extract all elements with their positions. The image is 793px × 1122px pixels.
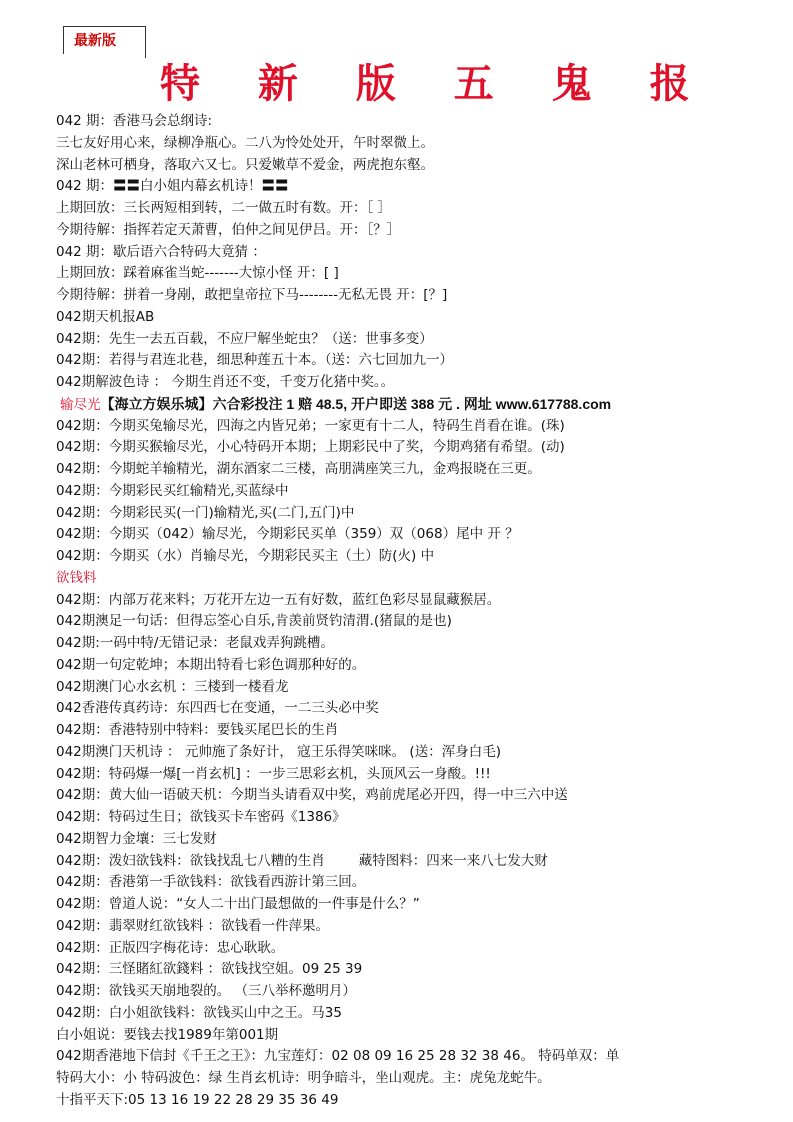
text-line	[56, 372, 786, 394]
text-line	[56, 416, 786, 438]
text-line	[56, 764, 786, 786]
text-line	[56, 698, 786, 720]
line-text: 042期：特码过生日；欲钱买卡车密码《1386》	[56, 809, 346, 825]
ad-text: 【海立方娱乐城】六合彩投注 1 赔 48.5, 开户即送 388 元 . 网址 www.617788.com	[100, 395, 612, 412]
line-text: 042期：内部万花来料；万花开左边一五有好数，蓝红色彩尽显鼠藏猴居。	[56, 591, 501, 608]
line-text: 042期：今期彩民买红输精光,买蓝绿中	[56, 482, 289, 499]
text-line	[56, 111, 786, 133]
line-text: 042期：今期买猴输尽光，小心特码开本期；上期彩民中了奖，今期鸡猪有希望。(动)	[56, 439, 565, 456]
text-line	[56, 807, 786, 829]
line-text: 042 期：香港马会总纲诗:	[56, 113, 213, 129]
text-line	[56, 350, 786, 372]
text-line	[56, 176, 786, 198]
ad-line	[56, 394, 786, 416]
line-text: 042期：正版四字梅花诗：忠心耿耿。	[56, 939, 285, 956]
line-text: 特码大小：小 特码波色：绿 生肖玄机诗：明争暗斗，坐山观虎。主：虎兔龙蛇牛。	[56, 1070, 551, 1086]
section-heading	[56, 568, 786, 590]
text-line	[56, 133, 786, 155]
text-line	[56, 459, 786, 481]
text-line	[56, 872, 786, 894]
text-line	[56, 590, 786, 612]
text-line	[56, 329, 786, 351]
line-text: 042期：先生一去五百载，不应尸解坐蛇虫？（送：世事多变）	[56, 330, 433, 347]
line-text: 042期一句定乾坤；本期出特看七彩色调那种好的。	[56, 656, 366, 673]
line-text: 十指平天下:05 13 16 19 22 28 29 35 36 49	[56, 1091, 339, 1108]
line-text: 042期：今期买（042）输尽光，今期彩民买单（359）双（068）尾中 开 ？	[56, 526, 519, 543]
text-line	[56, 503, 786, 525]
text-line	[56, 263, 786, 285]
text-line	[56, 1068, 786, 1090]
text-line	[56, 938, 786, 960]
line-text: 042期澳门心水玄机 ：三楼到一楼看龙	[56, 678, 289, 695]
line-text: 042期：特码爆一爆[一肖玄机] ：一步三思彩玄机，头顶风云一身酸。!!!	[56, 765, 491, 782]
text-line	[56, 1046, 786, 1068]
line-text: 042期:一码中特/无错记录：老鼠戏弄狗跳槽。	[56, 635, 334, 651]
text-line	[56, 829, 786, 851]
page-title: 特 新 版 五 鬼 报	[160, 60, 712, 107]
line-text: 042期智力金壤：三七发财	[56, 830, 217, 847]
text-line	[56, 633, 786, 655]
line-text: 042期：今期蛇羊输精光，湖东酒家二三楼，高朋满座笑三九，金鸡报晓在三更。	[56, 461, 541, 477]
text-line	[56, 1025, 786, 1047]
text-line	[56, 611, 786, 633]
latest-version-badge: 最新版	[63, 26, 145, 54]
line-text: 上期回放：三长两短相到转，二一做五时有数。开：［ ］	[56, 200, 392, 216]
ad-label: 输尽光	[60, 396, 101, 413]
badge-divider	[145, 26, 146, 58]
text-line	[56, 959, 786, 981]
line-text: 今期待解：指挥若定天萧曹，伯仲之间见伊吕。开：［？］	[56, 221, 401, 238]
line-text: 042 期：歇后语六合特码大竟猜 ：	[56, 243, 266, 260]
text-line	[56, 916, 786, 938]
line-text: 042期：香港第一手欲钱料：欲钱看西游计第三回。	[56, 874, 366, 891]
text-line	[56, 220, 786, 242]
line-text: 042期澳足一句话：但得忘筌心自乐,肯羡前贤钓清渭.(猪鼠的是也)	[56, 613, 452, 630]
text-line	[56, 981, 786, 1003]
line-text: 042期：翡翠财红欲钱料 ：欲钱看一件萍果。	[56, 917, 330, 934]
line-text: 042期：黄大仙一语破天机：今期当头请看双中奖，鸡前虎尾必开四，得一中三六中送	[56, 787, 568, 804]
line-text: 042期：香港特别中特料：要钱买尾巴长的生肖	[56, 722, 339, 738]
line-text: 042期：今期买（水）肖输尽光，今期彩民买主（土）防(火) 中	[56, 548, 435, 564]
text-line	[56, 481, 786, 503]
line-text: 042期香港地下信封《千王之王》：九宝莲灯：02 08 09 16 25 28 32 38 46。 特码单双：单	[56, 1048, 620, 1065]
line-text: 欲钱料	[56, 569, 97, 586]
line-text: 042期：今期买兔输尽光，四海之内皆兄弟；一家更有十二人，特码生肖看在谁。(珠)	[56, 417, 565, 434]
line-text: 深山老林可栖身，落取六又七。只爱嫩草不爱金，两虎抱东壑。	[56, 156, 434, 173]
text-line	[56, 546, 786, 568]
line-text: 042期解波色诗 ： 今期生肖还不变，千变万化猪中奖。。	[56, 374, 395, 390]
text-line	[56, 242, 786, 264]
text-line	[56, 655, 786, 677]
line-text: 042期澳门天机诗 ： 元帅施了条好计， 寇王乐得笑咪咪。 (送：浑身白毛)	[56, 743, 501, 760]
text-line	[56, 677, 786, 699]
line-text: 042期：欲钱买天崩地裂的。 （三八举杯邀明月）	[56, 983, 357, 999]
line-text: 上期回放：踩着麻雀当蛇-------大惊小怪 开：[ ]	[56, 265, 339, 282]
text-line	[56, 851, 786, 873]
line-text: 042期：今期彩民买(一门)输精光,买(二门,五门)中	[56, 504, 355, 521]
text-line	[56, 524, 786, 546]
line-text: 042 期：〓〓白小姐内幕玄机诗！〓〓	[56, 178, 289, 195]
text-line	[56, 285, 786, 307]
text-line	[56, 785, 786, 807]
text-line	[56, 307, 786, 329]
text-line	[56, 720, 786, 742]
line-text: 042期天机报AB	[56, 308, 155, 325]
text-line	[56, 742, 786, 764]
content-lines	[56, 111, 786, 1112]
line-text: 042期：三怪賭紅欲錢料 ：欲钱找空姐。09 25 39	[56, 961, 363, 978]
line-text: 042期：若得与君连北巷，细思种莲五十本。（送：六七回加九一）	[56, 352, 454, 369]
text-line	[56, 437, 786, 459]
line-text: 今期待解：拼着一身剐，敢把皇帝拉下马--------无私无畏 开：[？]	[56, 287, 448, 303]
line-text: 042期：曾道人说：“女人二十出门最想做的一件事是什么？”	[56, 896, 420, 912]
line-text: 042期：泼妇欲钱料：欲钱找乱七八糟的生肖	[56, 852, 325, 869]
text-line	[56, 1003, 786, 1025]
line-text: 三七友好用心来，绿柳净瓶心。二八为怜处处开，午时翠微上。	[56, 134, 434, 151]
text-line	[56, 155, 786, 177]
text-line	[56, 1090, 786, 1112]
line-text-secondary: 藏特图料：四来一来八七发大财	[358, 852, 548, 869]
text-line	[56, 198, 786, 220]
text-line	[56, 894, 786, 916]
line-text: 042香港传真药诗：东四西七在变通，一二三头必中奖	[56, 700, 379, 717]
line-text: 白小姐说：要钱去找1989年第001期	[56, 1026, 279, 1043]
line-text: 042期：白小姐欲钱料：欲钱买山中之王。马35	[56, 1004, 342, 1021]
